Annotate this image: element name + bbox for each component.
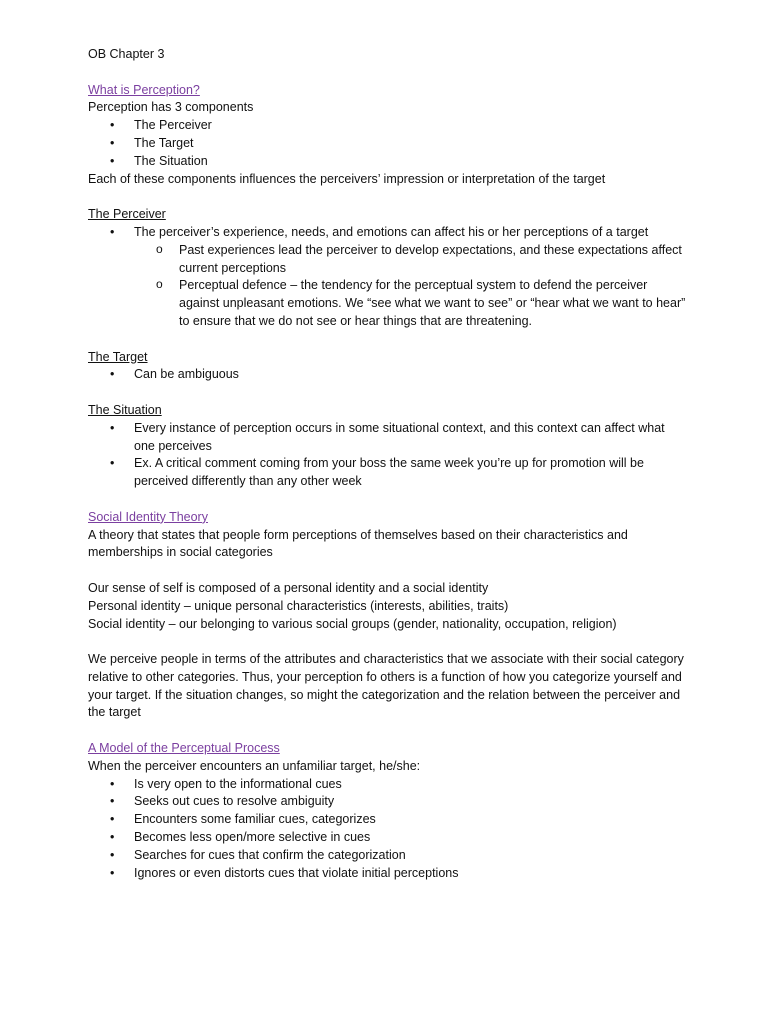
perceiver-list — [88, 224, 688, 331]
list-item: • The Perceiver — [88, 117, 688, 135]
heading-social-identity-theory: Social Identity Theory — [88, 509, 208, 524]
social-identity-definition: A theory that states that people form perceptions of themselves based on their characteristics and memberships in social categories — [88, 527, 628, 560]
model-intro: When the perceiver encounters an unfamiliar target, he/she: — [88, 758, 421, 773]
document-page — [88, 46, 688, 882]
list-item: • Ex. A critical comment coming from your boss the same week you’re up for promotion will be perceived differently than any other week — [88, 455, 688, 491]
heading-what-is-perception: What is Perception? — [88, 82, 200, 97]
list-item: • Searches for cues that confirm the categorization — [88, 847, 688, 865]
list-item: • Every instance of perception occurs in some situational context, and this context can affect what one perceives — [88, 420, 688, 456]
social-identity-line: Social identity – our belonging to various social groups (gender, nationality, occupation, religion) — [88, 616, 617, 631]
heading-the-perceiver: The Perceiver — [88, 207, 166, 222]
heading-perceptual-process-model: A Model of the Perceptual Process — [88, 741, 280, 756]
perception-intro: Perception has 3 components — [88, 100, 254, 115]
sub-list-item: o Perceptual defence – the tendency for the perceptual system to defend the perceiver against unpleasant emotions. We “see what we want to see” or “hear what we want to hear” to ensure that we do not see or hear things that are threatening. — [88, 277, 688, 330]
list-item: • Becomes less open/more selective in cues — [88, 829, 688, 847]
heading-the-target: The Target — [88, 349, 148, 364]
list-item: • Ignores or even distorts cues that violate initial perceptions — [88, 865, 688, 883]
personal-identity-line: Personal identity – unique personal characteristics (interests, abilities, traits) — [88, 598, 509, 613]
model-steps-list — [88, 776, 688, 883]
situation-list — [88, 420, 688, 491]
page-title: OB Chapter 3 — [88, 47, 165, 61]
list-item: • The perceiver’s experience, needs, and emotions can affect his or her perceptions of a target — [88, 224, 688, 242]
perception-components-list — [88, 117, 688, 170]
list-item: • Seeks out cues to resolve ambiguity — [88, 793, 688, 811]
list-item: • The Target — [88, 135, 688, 153]
list-item: • Encounters some familiar cues, categorizes — [88, 811, 688, 829]
list-item: • Is very open to the informational cues — [88, 776, 688, 794]
sub-list-item: o Past experiences lead the perceiver to develop expectations, and these expectations affect current perceptions — [88, 242, 688, 278]
target-list — [88, 366, 688, 384]
perception-summary: Each of these components influences the perceivers’ impression or interpretation of the target — [88, 171, 606, 186]
list-item: • Can be ambiguous — [88, 366, 688, 384]
list-item: • The Situation — [88, 153, 688, 171]
heading-the-situation: The Situation — [88, 402, 162, 417]
sense-of-self-line: Our sense of self is composed of a personal identity and a social identity — [88, 580, 489, 595]
categorization-paragraph: We perceive people in terms of the attributes and characteristics that we associate with their social category relative to other categories. Thus, your perception fo others is a function of how you categorize yourself and your target. If the situation changes, so might the categorization and the relation between the perceiver and the target — [88, 652, 684, 720]
